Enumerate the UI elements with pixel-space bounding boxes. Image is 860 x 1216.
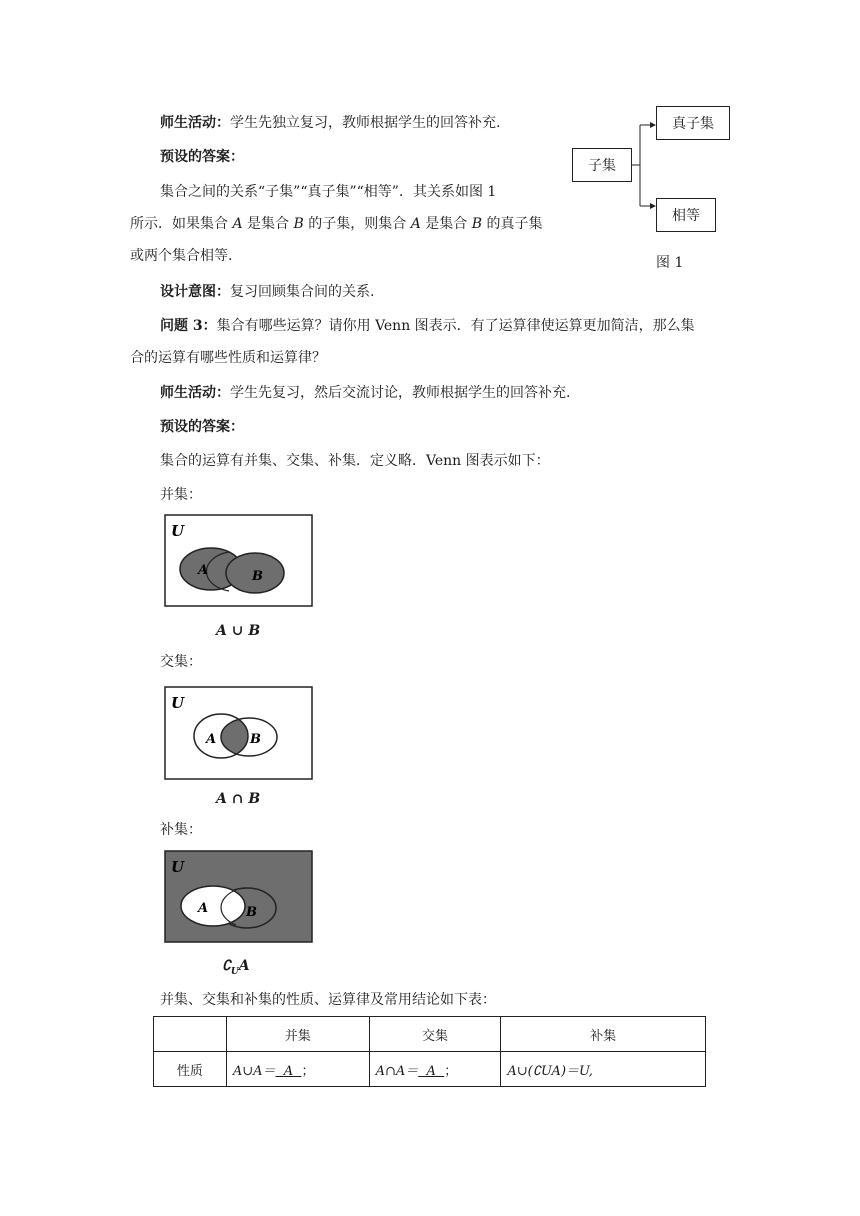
para-question-3-line1 xyxy=(160,316,695,336)
table-row xyxy=(154,1052,706,1087)
complement-subscript: U xyxy=(230,966,239,977)
table-header-complement: 补集 xyxy=(501,1017,706,1052)
heading-union: 并集： xyxy=(160,487,202,503)
para-relations-line2 xyxy=(130,214,542,234)
heading-intersection: 交集： xyxy=(160,654,202,670)
text-design-intent: 复习回顾集合间的关系. xyxy=(230,284,375,300)
answer-blank xyxy=(276,1064,302,1079)
label-preset-answer-1: 预设的答案： xyxy=(160,149,244,165)
venn-complement-label-a: A xyxy=(198,901,209,916)
cell-text: A∪A＝ xyxy=(232,1063,276,1079)
answer-blank xyxy=(418,1064,444,1079)
venn-intersection-label-b: B xyxy=(250,732,261,747)
table-cell-union xyxy=(226,1052,369,1087)
para-operations-intro: 集合的运算有并集、交集、补集．定义略．Venn 图表示如下： xyxy=(160,453,550,469)
set-b-symbol: B xyxy=(471,216,483,232)
box-equal: 相等 xyxy=(656,198,716,232)
text-seg: 是集合 xyxy=(420,216,472,232)
answer-text: A xyxy=(426,1063,436,1079)
label-question-3: 问题 3： xyxy=(160,318,217,334)
caption-intersection: A ∩ B xyxy=(216,791,261,807)
cell-text: ； xyxy=(444,1063,458,1079)
para-teacher-activity-1 xyxy=(160,113,500,133)
table-header-union: 并集 xyxy=(226,1017,369,1052)
para-table-intro: 并集、交集和补集的性质、运算律及常用结论如下表： xyxy=(160,992,496,1008)
text-seg: 的真子集 xyxy=(482,216,543,232)
cell-text: A∩A＝ xyxy=(375,1063,419,1079)
text-seg: 的子集，则集合 xyxy=(303,216,411,232)
venn-union-label-u: U xyxy=(171,522,185,540)
answer-text: A xyxy=(283,1063,294,1079)
para-teacher-activity-2 xyxy=(160,383,570,403)
text-seg: 所示．如果集合 xyxy=(130,216,233,232)
venn-intersection-label-a: A xyxy=(206,732,217,747)
complement-set-a: A xyxy=(238,958,250,974)
table-cell-intersection xyxy=(369,1052,501,1087)
para-design-intent xyxy=(160,282,374,302)
set-a-symbol: A xyxy=(232,216,243,232)
box-proper-subset: 真子集 xyxy=(656,106,730,140)
heading-complement: 补集： xyxy=(160,822,202,838)
label-teacher-activity-1: 师生活动： xyxy=(160,115,230,131)
para-relations-line1: 集合之间的关系“子集”“真子集”“相等”．其关系如图 1 xyxy=(160,184,497,200)
properties-table xyxy=(153,1016,706,1087)
set-a-symbol: A xyxy=(410,216,421,232)
label-preset-answer-2: 预设的答案： xyxy=(160,419,244,435)
table-cell-complement: A∪(∁UA)＝U, xyxy=(501,1052,706,1087)
cell-text: ； xyxy=(301,1063,315,1079)
venn-intersection-diagram xyxy=(164,686,314,781)
box-subset: 子集 xyxy=(572,148,632,182)
venn-union-diagram xyxy=(164,514,314,609)
figure-1-caption: 图 1 xyxy=(656,255,684,271)
complement-symbol: ∁ xyxy=(222,958,231,974)
caption-union: A ∪ B xyxy=(216,623,261,639)
venn-intersection-label-u: U xyxy=(171,694,185,712)
para-relations-line3: 或两个集合相等. xyxy=(130,248,233,264)
label-design-intent: 设计意图： xyxy=(160,284,230,300)
table-row-label: 性质 xyxy=(154,1052,227,1087)
text-question-3-line1: 集合有哪些运算？请你用 Venn 图表示．有了运算律使运算更加简洁，那么集 xyxy=(216,318,695,334)
para-question-3-line2: 合的运算有哪些性质和运算律？ xyxy=(130,350,326,366)
label-teacher-activity-2: 师生活动： xyxy=(160,385,230,401)
venn-complement-diagram xyxy=(164,850,314,945)
text-teacher-activity-1: 学生先独立复习，教师根据学生的回答补充. xyxy=(230,115,501,131)
venn-union-label-b: B xyxy=(252,569,263,584)
table-header-intersection: 交集 xyxy=(369,1017,501,1052)
set-b-symbol: B xyxy=(293,216,304,232)
text-seg: 是集合 xyxy=(242,216,294,232)
text-teacher-activity-2: 学生先复习，然后交流讨论，教师根据学生的回答补充. xyxy=(230,385,571,401)
table-header-cell xyxy=(154,1017,227,1052)
venn-union-label-a: A xyxy=(198,563,209,578)
caption-complement xyxy=(222,956,250,982)
venn-complement-label-b: B xyxy=(246,905,257,920)
venn-complement-label-u: U xyxy=(171,858,185,876)
table-header-row xyxy=(154,1017,706,1052)
